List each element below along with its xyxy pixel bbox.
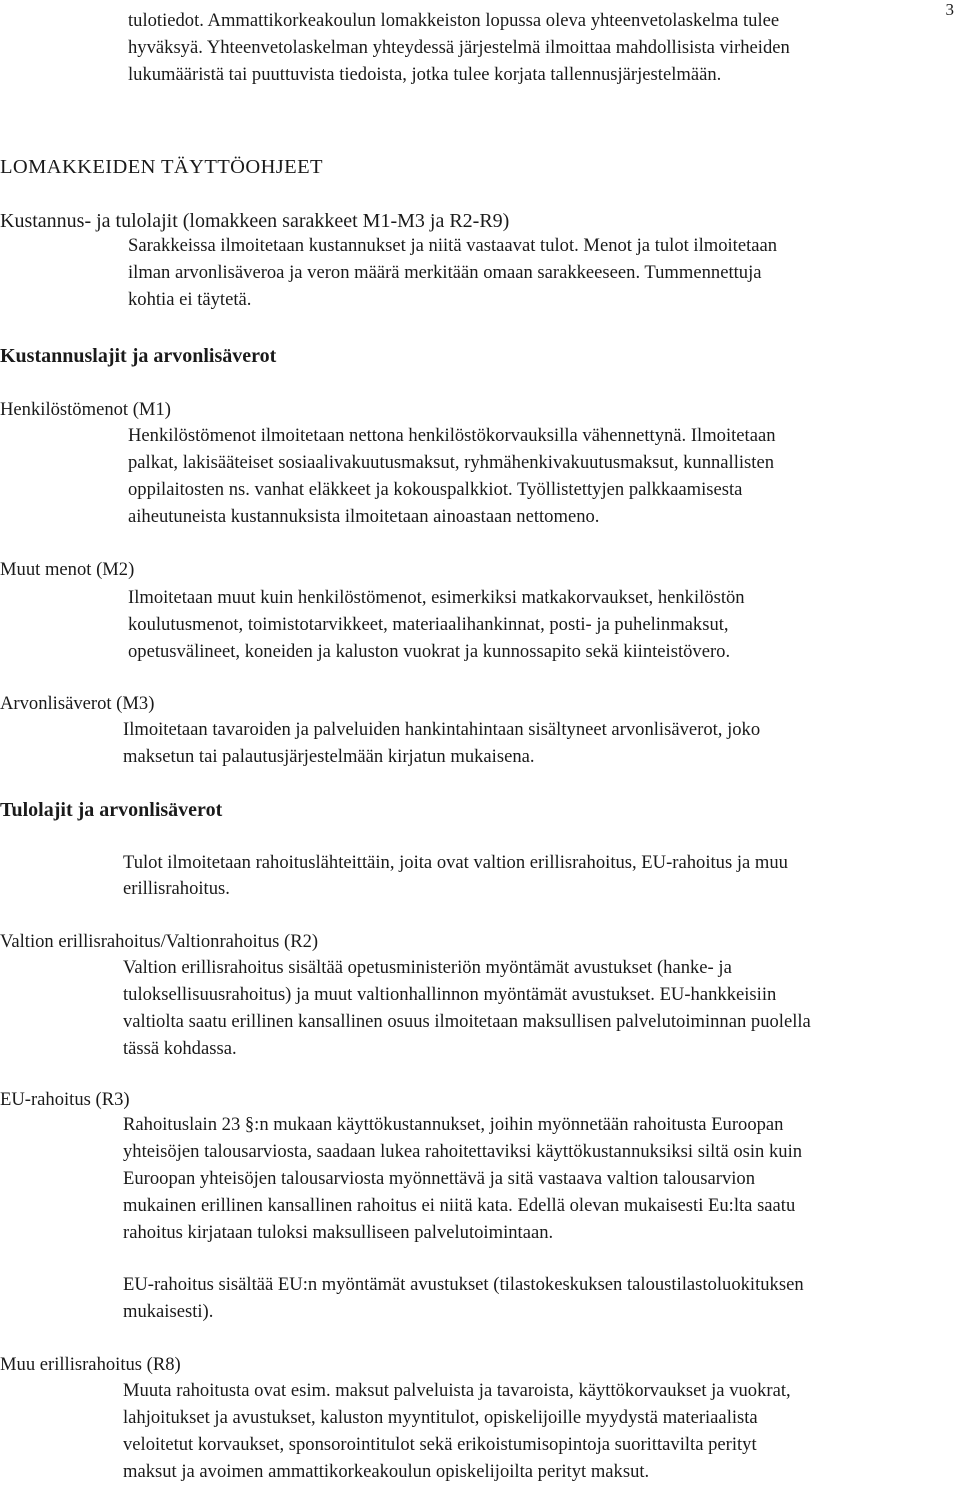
m1-text-line: palkat, lakisääteiset sosiaalivakuutusmaksut, ryhmähenkivakuutusmaksut, kunnallisten (128, 452, 775, 473)
intro-line: hyväksyä. Yhteenvetolaskelman yhteydessä järjestelmä ilmoittaa mahdollisista virheiden (128, 37, 790, 58)
page-number: 3 (945, 0, 954, 19)
m1-text-line: Henkilöstömenot ilmoitetaan nettona henkilöstökorvauksilla vähennettynä. Ilmoitetaan (128, 425, 776, 446)
columns-text-line: kohtia ei täytetä. (128, 289, 252, 310)
main-heading: LOMAKKEIDEN TÄYTTÖOHJEET (0, 156, 323, 178)
m1-heading: Henkilöstömenot (M1) (0, 399, 171, 420)
r3-text-line: Euroopan yhteisöjen talousarviosta myönnettävä ja sitä vastaava valtion talousarvion (123, 1168, 756, 1189)
m2-heading: Muut menot (M2) (0, 559, 135, 580)
intro-line: tulotiedot. Ammattikorkeakoulun lomakkeiston lopussa oleva yhteenvetolaskelma tulee (128, 10, 780, 31)
m3-text-line: Ilmoitetaan tavaroiden ja palveluiden hankintahintaan sisältyneet arvonlisäverot, joko (123, 719, 761, 740)
r3-text-line: rahoitus kirjataan tuloksi maksulliseen palvelutoimintaan. (123, 1222, 554, 1243)
r3-text2-line: EU-rahoitus sisältää EU:n myöntämät avustukset (tilastokeskuksen taloustilastoluokituksen (123, 1274, 804, 1295)
r8-text-line: Muuta rahoitusta ovat esim. maksut palveluista ja tavaroista, käyttökorvaukset ja vuokrat, (123, 1380, 791, 1401)
m2-text-line: Ilmoitetaan muut kuin henkilöstömenot, esimerkiksi matkakorvaukset, henkilöstön (128, 587, 745, 608)
columns-text-line: ilman arvonlisäveroa ja veron määrä merkitään omaan sarakkeeseen. Tummennettuja (128, 262, 762, 283)
r3-text2-line: mukaisesti). (123, 1301, 214, 1322)
r3-heading: EU-rahoitus (R3) (0, 1089, 130, 1110)
r2-text-line: valtiolta saatu erillinen kansallinen osuus ilmoitetaan maksullisen palvelutoiminnan puolella (123, 1011, 811, 1032)
m3-heading: Arvonlisäverot (M3) (0, 693, 155, 714)
columns-heading: Kustannus- ja tulolajit (lomakkeen sarakkeet M1-M3 ja R2-R9) (0, 210, 510, 232)
m1-text-line: oppilaitosten ns. vanhat eläkkeet ja kokouspalkkiot. Työllistettyjen palkkaamisesta (128, 479, 743, 500)
r8-text-line: veloitetut korvaukset, sponsorointitulot sekä erikoistumisopintoja suorittavilta perityt (123, 1434, 757, 1455)
r2-heading: Valtion erillisrahoitus/Valtionrahoitus (R2) (0, 931, 319, 952)
r8-heading: Muu erillisrahoitus (R8) (0, 1354, 181, 1375)
income-text-line: erillisrahoitus. (123, 878, 230, 899)
r3-text-line: yhteisöjen talousarviosta, saadaan lukea rahoitettaviksi käyttökustannuksiksi siltä osin kuin (123, 1141, 803, 1162)
r8-text-line: lahjoitukset ja avustukset, kaluston myyntitulot, opiskelijoille myydystä materiaalista (123, 1407, 758, 1428)
r2-text-line: tuloksellisuusrahoitus) ja muut valtionhallinnon myöntämät avustukset. EU-hankkeisiin (123, 984, 777, 1005)
intro-line: lukumääristä tai puuttuvista tiedoista, jotka tulee korjata tallennusjärjestelmään. (128, 64, 722, 85)
income-heading: Tulolajit ja arvonlisäverot (0, 799, 223, 821)
r3-text-line: Rahoituslain 23 §:n mukaan käyttökustannukset, joihin myönnetään rahoitusta Euroopan (123, 1114, 784, 1135)
r8-text-line: maksut ja avoimen ammattikorkeakoulun opiskelijoilta perityt maksut. (123, 1461, 650, 1482)
columns-text-line: Sarakkeissa ilmoitetaan kustannukset ja niitä vastaavat tulot. Menot ja tulot ilmoitetaan (128, 235, 778, 256)
m2-text-line: opetusvälineet, koneiden ja kaluston vuokrat ja kunnossapito sekä kiinteistövero. (128, 641, 731, 662)
r2-text-line: tässä kohdassa. (123, 1038, 237, 1059)
costs-heading: Kustannuslajit ja arvonlisäverot (0, 345, 277, 367)
r2-text-line: Valtion erillisrahoitus sisältää opetusministeriön myöntämät avustukset (hanke- ja (123, 957, 732, 978)
income-text-line: Tulot ilmoitetaan rahoituslähteittäin, joita ovat valtion erillisrahoitus, EU-rahoitus ja muu (123, 852, 788, 873)
m2-text-line: koulutusmenot, toimistotarvikkeet, materiaalihankinnat, posti- ja puhelinmaksut, (128, 614, 729, 635)
m1-text-line: aiheutuneista kustannuksista ilmoitetaan ainoastaan nettomeno. (128, 506, 600, 527)
r3-text-line: mukainen erillinen kansallinen rahoitus ei niitä kata. Edellä olevan mukaisesti Eu:lta saatu (123, 1195, 796, 1216)
m3-text-line: maksetun tai palautusjärjestelmään kirjatun mukaisena. (123, 746, 535, 767)
